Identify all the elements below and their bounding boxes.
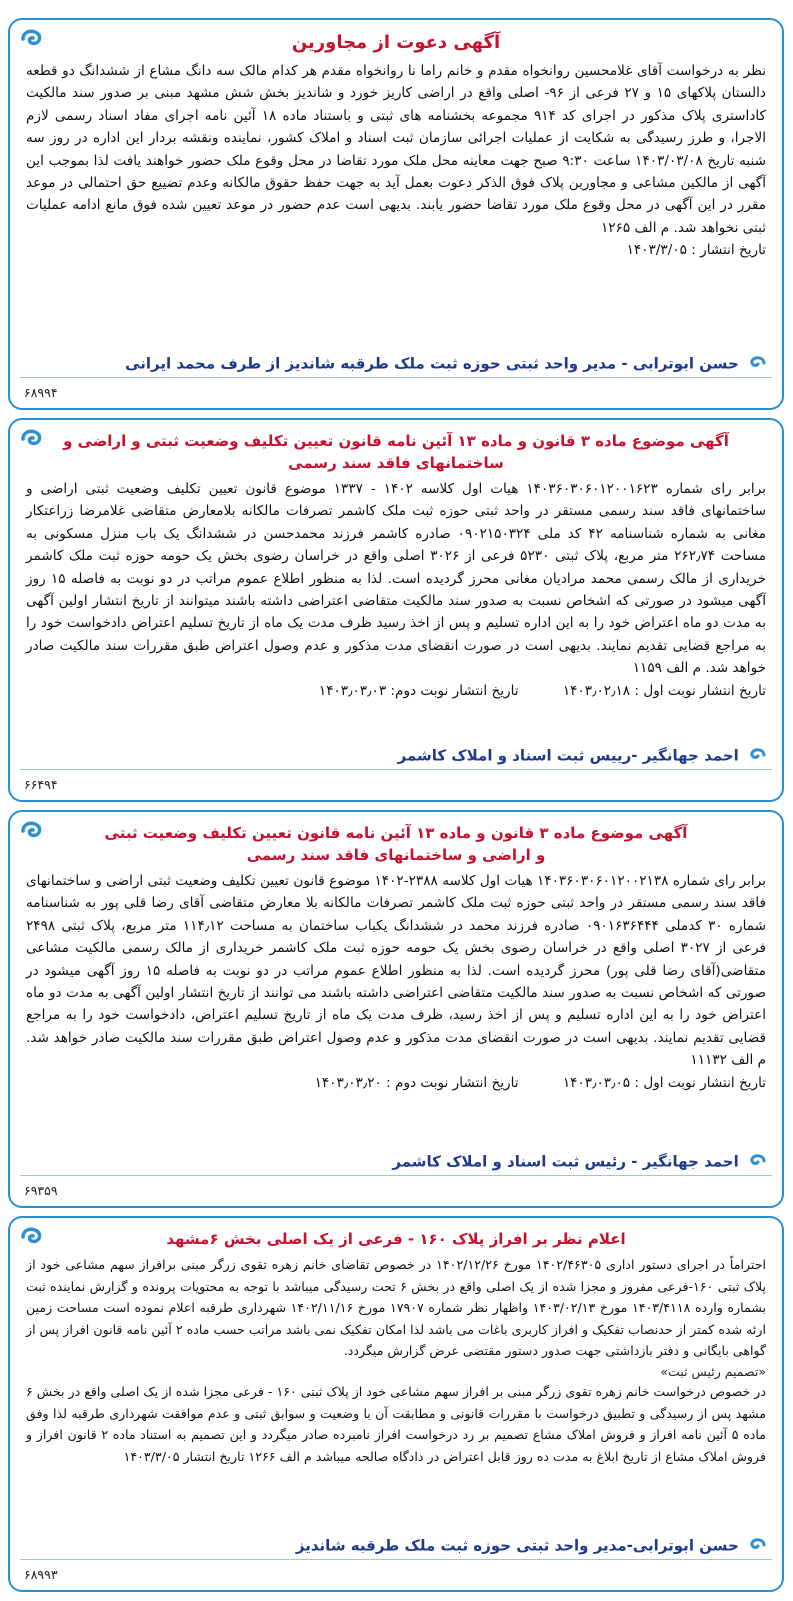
signature: حسن ابوترابی-مدیر واحد ثبتی حوزه ثبت ملک طرقبه شاندیز bbox=[20, 1534, 772, 1557]
signature-divider bbox=[20, 1175, 772, 1176]
ad-code: ۶۶۴۹۴ bbox=[24, 777, 58, 792]
publish-date-first: تاریخ انتشار نوبت اول : ۱۴۰۳٫۰۳٫۰۵ bbox=[562, 1074, 766, 1091]
publish-dates bbox=[26, 1072, 766, 1094]
swirl-arrow-icon bbox=[748, 1536, 766, 1554]
signature-divider bbox=[20, 769, 772, 770]
notice-neighbors-invitation bbox=[8, 18, 784, 410]
notice-title: اعلام نظر بر افراز پلاک ۱۶۰ - فرعی از یک اصلی بخش ۶مشهد bbox=[166, 1230, 626, 1248]
ad-code: ۶۸۹۹۳ bbox=[24, 1567, 58, 1582]
signature-divider bbox=[20, 1559, 772, 1560]
publish-date-second: تاریخ انتشار نوبت دوم: ۱۴۰۳٫۰۳٫۰۳ bbox=[318, 682, 519, 699]
swirl-arrow-icon bbox=[748, 354, 766, 372]
notice-title: آگهی موضوع ماده ۳ قانون و ماده ۱۳ آئین نامه قانون تعیین تکلیف وضعیت ثبتی و اراضی و ساختمانهای فاقد سند رسمی bbox=[104, 824, 688, 864]
ad-code: ۶۸۹۹۴ bbox=[24, 385, 58, 400]
notice-body: برابر رای شماره ۱۴۰۳۶۰۳۰۶۰۱۲۰۰۲۱۳۸ هیات اول کلاسه ۲۳۸۸-۱۴۰۲ موضوع قانون تعیین تکلیف وضعیت ثبتی اراضی و ساختمانهای فاقد سند رسمی مستقر در واحد ثبتی حوزه ثبت ملک کاشمر تصرفات مالکانه بلا معارض متقاضی آقای رضا قلی پور به شناسنامه شماره ۳۰ کدملی ۰۹۰۱۶۳۶۴۴۴ صادره فرزند محمد در ششدانگ یکباب ساختمان به مساحت ۱۱۴٫۱۲ متر مربع، پلاک ثبتی ۲۴۹۸ فرعی از ۳۰۲۷ اصلی واقع در خراسان رضوی بخش یک حومه حوزه ثبت ملک کاشمر خریداری از مالک رسمی مالکیت مشاعی متقاضی(آقای رضا قلی پور) محرز گردیده است. لذا به منظور اطلاع عموم مراتب در دو نوبت به فاصله ۱۵ روز آگهی میشود در صورتی که اشخاص نسبت به صدور سند مالکیت متقاضی اعتراضی داشته باشند می توانند از تاریخ انتشار اولین آگهی به مدت دو ماه اعتراض خود را به این اداره تسلیم و پس از اخذ رسید، ظرف مدت یک ماه از تاریخ تسلیم اعتراض، دادخواست خود را به مراجع قضایی تقدیم نمایند. بدیهی است در صورت انقضای مدت مذکور و عدم وصول اعتراض طبق مقررات سند مالکیت صادر خواهد شد. م الف ۱۱۱۳۲ bbox=[26, 873, 766, 1069]
publish-date: تاریخ انتشار : ۱۴۰۳/۳/۰۵ bbox=[626, 242, 766, 259]
publish-date-first: تاریخ انتشار نوبت اول : ۱۴۰۳٫۰۲٫۱۸ bbox=[562, 682, 766, 699]
notice-title: آگهی دعوت از مجاورین bbox=[291, 32, 501, 53]
notice-body: نظر به درخواست آقای غلامحسین روانخواه مقدم و خانم راما نا روانخواه مقدم هر کدام مالک سه دانگ مشاع از ششدانگ دو قطعه دالستان پلاکهای ۱۵ و ۲۷ فرعی از ۹۶- اصلی واقع در اراضی کاریز خورد و شاندیز بخش شش مشهد مبنی بر صدور سند مالکیت کاداستری پلاک مذکور در اجرای کد ۹۱۴ مجموعه بخشنامه های ثبتی و باستناد ماده ۱۸ آئین نامه اجرای مفاد اسناد رسمی لازم الاجرا، و طرز رسیدگی به شکایت از عملیات اجرائی سازمان ثبت اسناد و املاک کشور، نماینده ونقشه بردار این اداره در روز سه شنبه تاریخ ۱۴۰۳/۰۳/۰۸ ساعت ۹:۳۰ صبح جهت معاینه محل ملک مورد تقاضا در محل وقوع ملک حضور خواهند یافت لذا بموجب این آگهی از مالکین مشاعی و مجاورین پلاک فوق الذکر دعوت بعمل آید به جهت حفظ حقوق مالکانه وعدم تضییع حق احتمالی در موعد مقرر در این آگهی در محل وقوع ملک مورد تقاضا حضور یابند. بدیهی است عدم حضور در موعد تعیین شده فوق مانع ادامه عملیات ثبتی نخواهد شد. م الف ۱۲۶۵ تاریخ انتشار : ۱۴۰۳/۳/۰۵ bbox=[26, 60, 766, 262]
notice-decision-body: در خصوص درخواست خانم زهره تقوی زرگر مبنی بر افراز سهم مشاعی خود از پلاک ثبتی ۱۶۰ - فرعی مجزا شده از یک اصلی واقع در بخش ۶ مشهد پس از رسیدگی و تطبیق درخواست با مقررات قانونی و مطابقت آن با وضعیت و سوابق ثبتی و عدم موافقت شهرداری طرقبه لذا وفق ماده ۵ آئین نامه افراز و فروش املاک مشاع تصمیم بر رد درخواست افراز نامبرده صادر میگردد و این تصمیم به استناد ماده ۲ قانون افراز و فروش املاک مشاع از تاریخ ابلاغ به مدت ده روز قابل اعتراض در دادگاه صالحه میباشد م الف ۱۲۶۶ تاریخ انتشار ۱۴۰۳/۳/۰۵ bbox=[26, 1383, 766, 1464]
signature: احمد جهانگیر - رئیس ثبت اسناد و املاک کاشمر bbox=[20, 1150, 772, 1173]
decision-label: «تصمیم رئیس ثبت» bbox=[660, 1363, 766, 1379]
signature-divider bbox=[20, 377, 772, 378]
corner-swirl-icon bbox=[20, 426, 46, 452]
publish-date-second: تاریخ انتشار نوبت دوم : ۱۴۰۳٫۰۳٫۲۰ bbox=[314, 1074, 519, 1091]
swirl-arrow-icon bbox=[748, 1152, 766, 1170]
notice-article3-kashmar-2 bbox=[8, 810, 784, 1208]
corner-swirl-icon bbox=[20, 818, 46, 844]
notice-article3-kashmar-1 bbox=[8, 418, 784, 802]
corner-swirl-icon bbox=[20, 26, 46, 52]
notice-body: احتراماً در اجرای دستور اداری ۱۴۰۲/۴۶۳۰۵ مورخ ۱۴۰۲/۱۲/۲۶ در خصوص تقاضای خانم زهره تقوی زرگر مبنی برافراز سهم مشاعی خود از پلاک ثبتی ۱۶۰-فرعی مفروز و مجزا شده از یک اصلی واقع در بخش ۶ تحت رسیدگی میباشد با توجه به محتویات پرونده و گزارش نماینده ثبت بشماره وارده ۱۴۰۳/۴۱۱۸ مورخ ۱۴۰۳/۰۲/۱۳ واظهار نظر شماره ۱۷۹۰۷ مورخ ۱۴۰۲/۱۱/۱۶ شهرداری طرقبه اعلام نموده است مساحت زمین ارئه شده کمتر از حدنصاب تفکیک و افراز کاربری باغات می باشد لذا امکان تفکیک نمی باشد مراتب حسب ماده ۲ آئین نامه قانون افراز پس از گواهی بایگانی و دفتر بازداشتی جهت صدور دستور مقتضی عرض گزارش میگردد. bbox=[26, 1257, 766, 1359]
notice-title: آگهی موضوع ماده ۳ قانون و ماده ۱۳ آئین نامه قانون تعیین تکلیف وضعیت ثبتی و اراضی و ساختمانهای فاقد سند رسمی bbox=[63, 432, 729, 472]
signature: احمد جهانگیر -رییس ثبت اسناد و املاک کاشمر bbox=[20, 744, 772, 767]
ad-code: ۶۹۳۵۹ bbox=[24, 1183, 58, 1198]
notice-body: برابر رای شماره ۱۴۰۳۶۰۳۰۶۰۱۲۰۰۱۶۲۳ هیات اول کلاسه ۱۴۰۲ - ۱۳۳۷ موضوع قانون تعیین تکلیف وضعیت ثبتی اراضی و ساختمانهای فاقد سند رسمی مستقر در واحد ثبتی حوزه ثبت ملک کاشمر تصرفات مالکانه بلامعارض متقاضی غلامرضا زراعتکار مغانی به شماره شناسنامه ۴۲ کد ملی ۰۹۰۲۱۵۰۳۲۴ صادره کاشمر فرزند محمدحسن در ششدانگ یک باب منزل مسکونی به مساحت ۲۶۲٫۷۴ متر مربع، پلاک ثبتی ۵۲۳۰ فرعی از ۳۰۲۶ اصلی واقع در خراسان رضوی بخش یک حومه حوزه ثبت ملک کاشمر خریداری از مالک رسمی محمد مرادیان مغانی محرز گردیده است. لذا به منظور اطلاع عموم مراتب در دو نوبت به فاصله ۱۵ روز آگهی میشود در صورتی که اشخاص نسبت به صدور سند مالکیت متقاضی اعتراضی داشته باشند میتوانند از تاریخ انتشار اولین آگهی به مدت دو ماه اعتراض خود را به این اداره تسلیم و پس از اخذ رسید ظرف مدت یک ماه از تاریخ تسلیم اعتراض دادخواست خود را به مراجع قضایی تقدیم نمایند. بدیهی است در صورت انقضای مدت مذکور و عدم وصول اعتراض طبق مقررات سند مالکیت صادر خواهد شد. م الف ۱۱۵۹ bbox=[26, 481, 767, 677]
corner-swirl-icon bbox=[20, 1224, 46, 1250]
publish-dates bbox=[26, 680, 766, 702]
signature: حسن ابوترابی - مدیر واحد ثبتی حوزه ثبت ملک طرقبه شاندیز از طرف محمد ایرانی bbox=[20, 352, 772, 375]
notice-partition-opinion bbox=[8, 1216, 784, 1592]
swirl-arrow-icon bbox=[748, 746, 766, 764]
